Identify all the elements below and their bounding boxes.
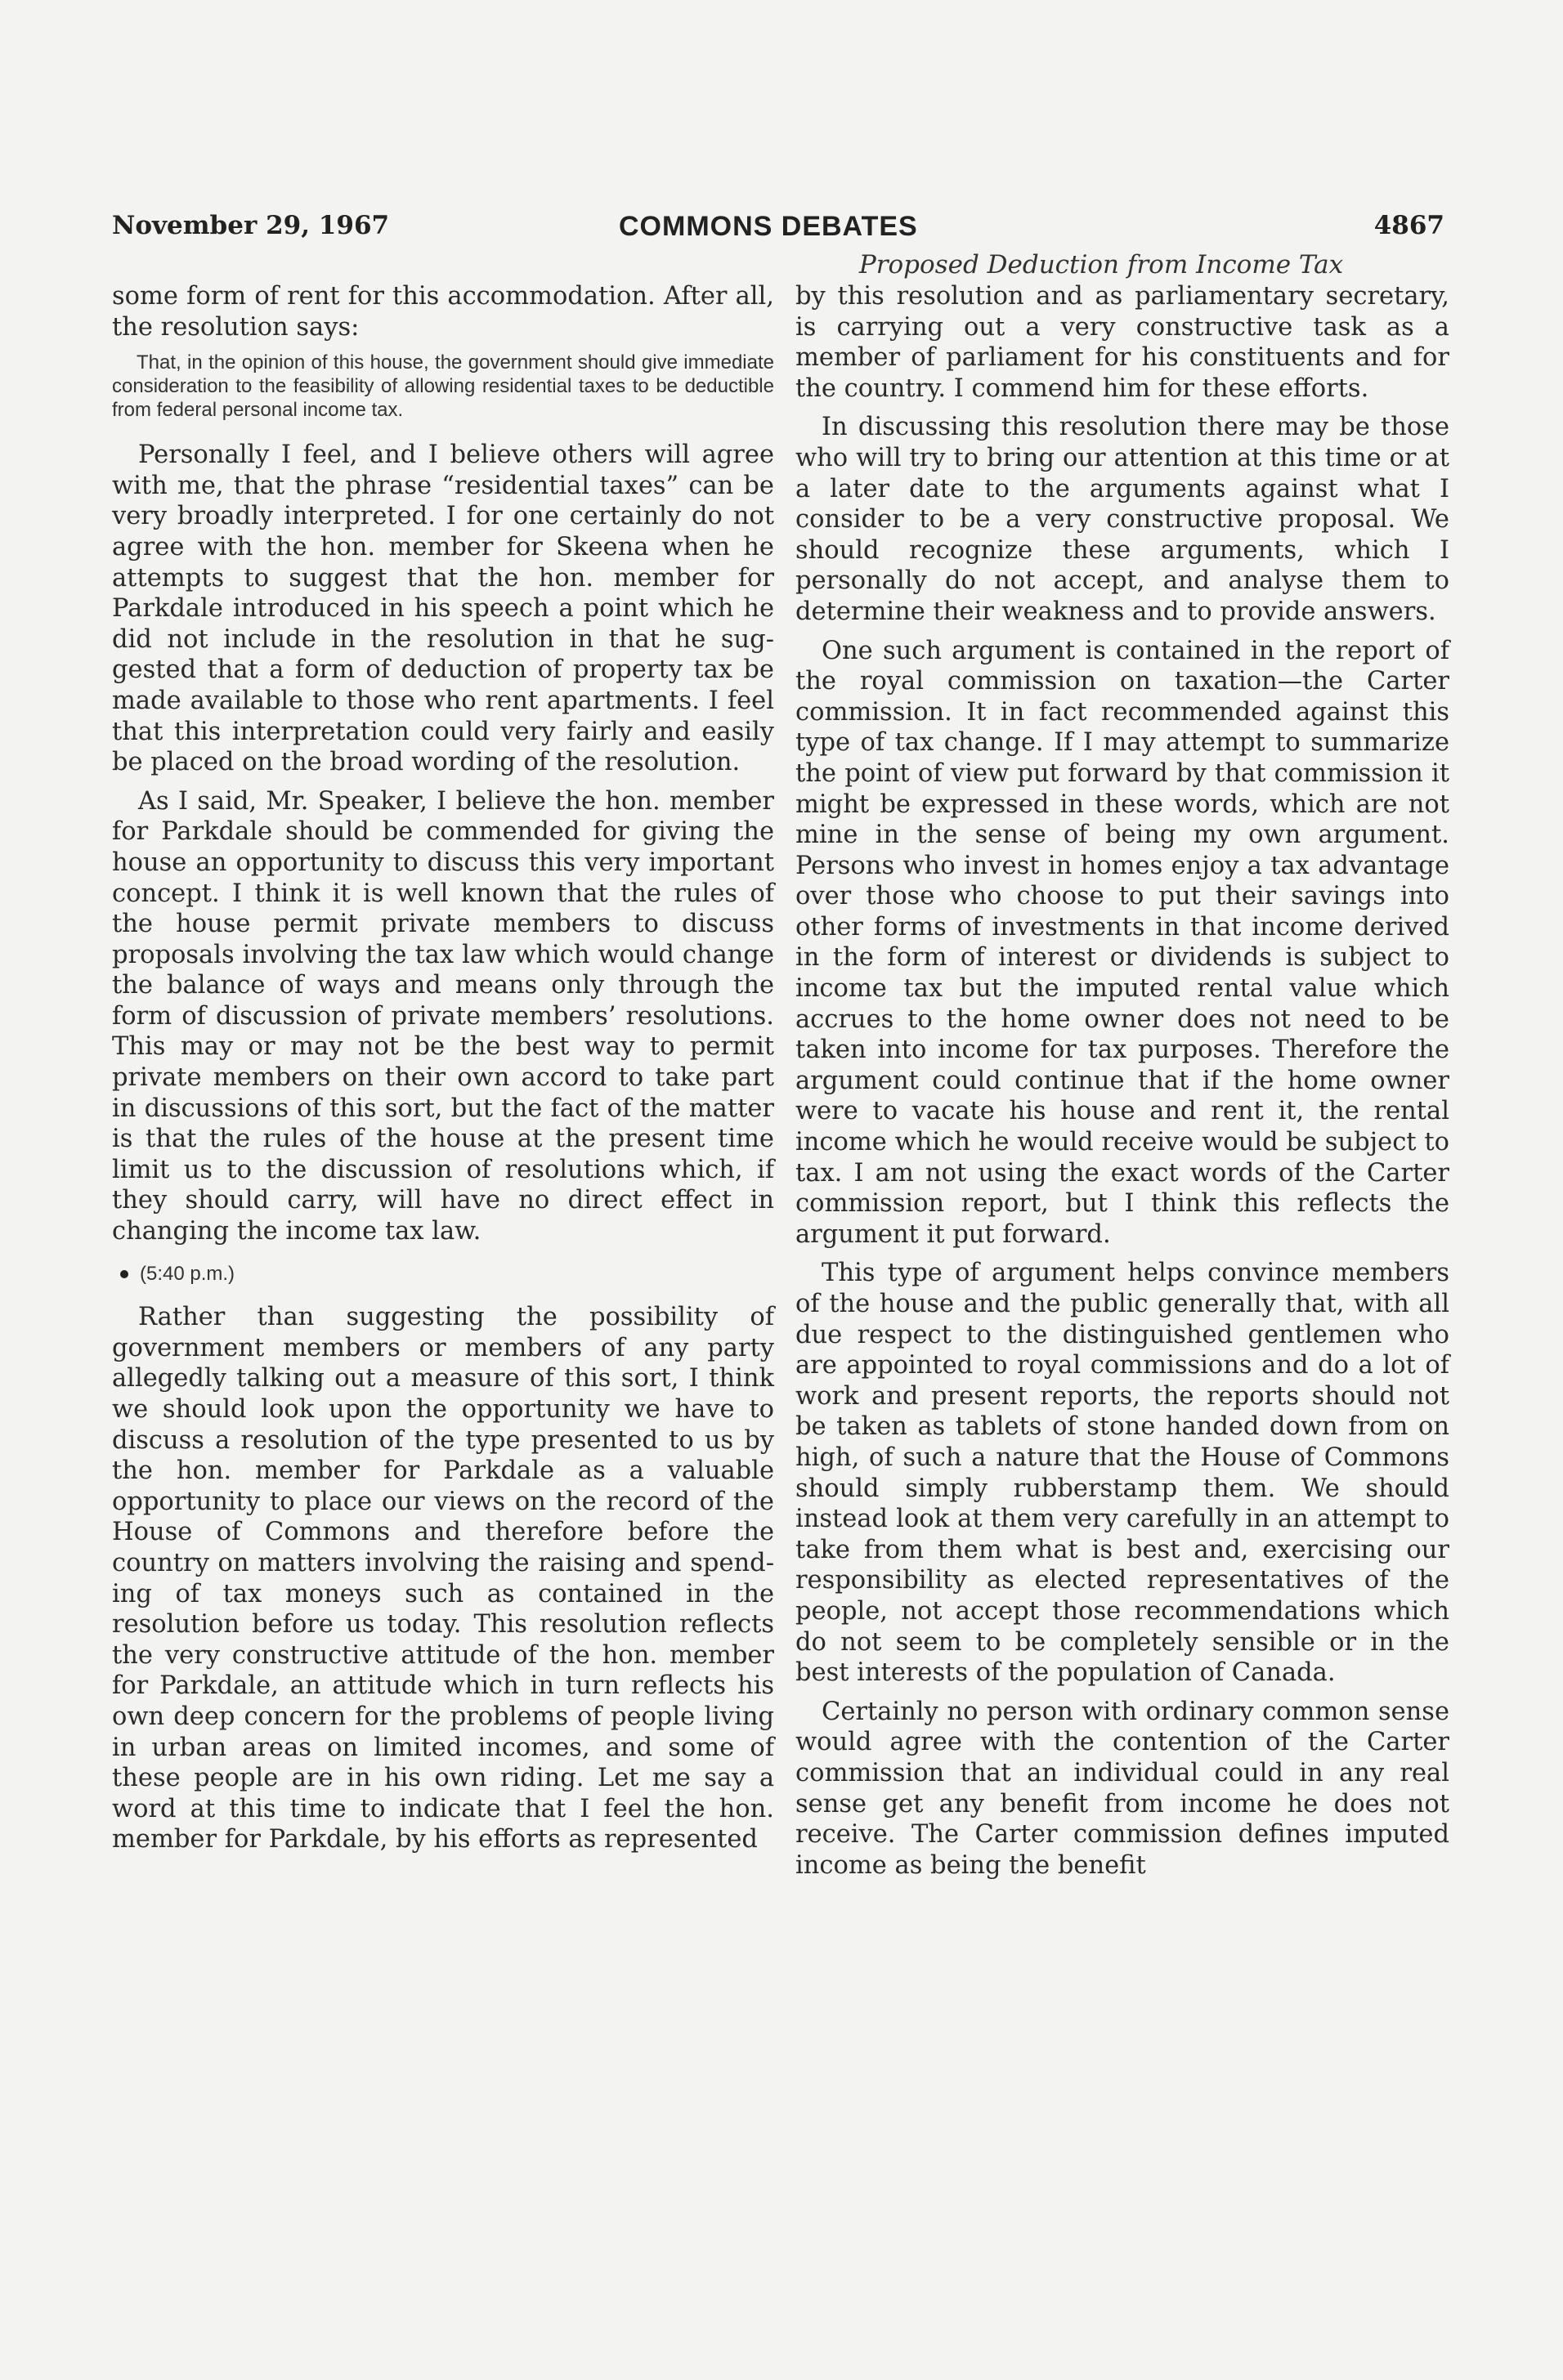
time-marker-text: (5:40 p.m.) (140, 1262, 235, 1285)
right-column (795, 281, 1449, 1889)
left-paragraph-2: Personally I feel, and I believe others will agree with me, that the phrase “residential taxes” can be very broadly interpreted. I for one certainly do not agree with the hon. member for Skeena when he attempts to suggest that the hon. member for Parkdale introduced in his speech a point which he did not include in the resolution in that he suggested that a form of deduction of property tax be made available to those who rent apartments. I feel that this interpretation could very fairly and easily be placed on the broad wording of the resolution. (112, 441, 774, 777)
right-paragraph-1: by this resolution and as parliamentary secretary, is carrying out a very constructive task as a member of parliament for his constituents and for the country. I commend him for these efforts. (795, 282, 1449, 403)
header-date: November 29, 1967 (112, 211, 390, 240)
header-title: COMMONS DEBATES (619, 211, 918, 242)
time-marker (120, 1259, 774, 1290)
page-number: 4867 (1373, 211, 1444, 240)
right-paragraph-2: In discussing this resolution there may be those who will try to bring our attention at this time or at a later date to the arguments against what I consider to be a very constructive proposal. We should recognize these arguments, which I personally do not accept, and analyse them to determine their weakness and to provide answers. (795, 413, 1449, 626)
right-paragraph-3: One such argument is contained in the report of the royal commission on taxation—the Carter commission. It in fact recommended against this type of tax change. If I may attempt to summarize the point of view put forward by that commission it might be expressed in these words, which are not mine in the sense of being my own argument. Persons who invest in homes enjoy a tax advantage over those who choose to put their savings into other forms of investments in that income derived in the form of interest or dividends is subject to income tax but the imputed rental value which accrues to the home owner does not need to be taken into income for tax purposes. Therefore the argument could continue that if the home owner were to vacate his house and rent it, the rental income which he would receive would be subject to tax. I am not using the exact words of the Carter commission report, but I think this reflects the argument it put forward. (795, 636, 1449, 1249)
left-column (112, 281, 774, 1863)
resolution-quote (112, 351, 774, 422)
left-paragraph-1: some form of rent for this accommodation. After all, the resolution says: (112, 282, 774, 342)
right-paragraph-5: Certainly no person with ordinary common sense would agree with the contention of the Carter commission that an individual could in any real sense get any benefit from income he does not receive. The Carter commission defines imputed income as being the benefit (795, 1697, 1449, 1880)
left-paragraph-4: Rather than suggesting the possibility of government members or members of any party allegedly talking out a measure of this sort, I think we should look upon the opportunity we have to discuss a resolution of the type presented to us by the hon. member for Parkdale as a valuable opportunity to place our views on the record of the House of Commons and therefore before the country on matters involving the raising and spending of tax moneys such as contained in the resolution before us today. This resolution reflects the very constructive attitude of the hon. member for Parkdale, an attitude which in turn reflects his own deep concern for the problems of people living in urban areas on limited incomes, and some of these people are in his own riding. Let me say a word at this time to indicate that I feel the hon. member for Parkdale, by his efforts as represented (112, 1303, 774, 1854)
resolution-quote-text: That, in the opinion of this house, the government should give immediate consideration to the feasibility of allowing residential taxes to be deductible from federal personal income tax. (112, 351, 774, 422)
section-subheading: Proposed Deduction from Income Tax (858, 250, 1344, 280)
left-paragraph-3: As I said, Mr. Speaker, I believe the hon. member for Parkdale should be commended for giving the house an opportunity to discuss this very important concept. I think it is well known that the rules of the house permit private members to discuss proposals involving the tax law which would change the balance of ways and means only through the form of discussion of private members’ resolutions. This may or may not be the best way to permit private members on their own accord to take part in discussions of this sort, but the fact of the matter is that the rules of the house at the present time limit us to the discussion of resolutions which, if they should carry, will have no direct effect in changing the income tax law. (112, 786, 774, 1246)
page-header (112, 211, 1444, 248)
right-paragraph-4: This type of argument helps convince members of the house and the public generally that, with all due respect to the distinguished gentlemen who are appointed to royal commissions and do a lot of work and present reports, the reports should not be taken as tablets of stone handed down from on high, of such a nature that the House of Commons should simply rubberstamp them. We should instead look at them very carefully in an attempt to take from them what is best and, exercising our responsibility as elected representatives of the people, not accept those recommendations which do not seem to be completely sensible or in the best interests of the population of Canada. (795, 1259, 1449, 1688)
bullet-icon (120, 1270, 128, 1278)
